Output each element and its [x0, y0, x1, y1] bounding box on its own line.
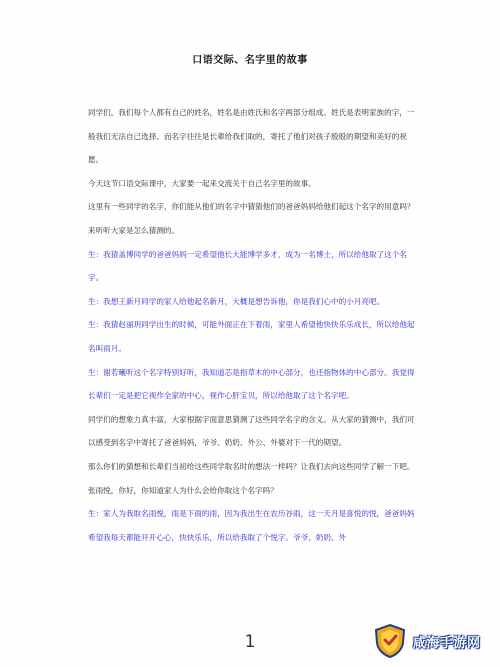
student-answer-paragraph: 生：我猜盖博同学的爸爸妈妈一定希望他长大能博学多才，成为一名博士，所以给他取了这个名字。 [88, 249, 407, 283]
paragraph: 同学们的想象力真丰富，大家根据字面意思猜测了这些同学名字的含义。从大家的猜测中，我们可以感受到名字中寄托了爸爸妈妈，爷爷、奶奶、外公、外婆对下一代的期望。 [88, 414, 415, 448]
paragraph: 张雨悦，你好，你知道家人为什么会给你取这个名字吗？ [88, 485, 278, 495]
student-answer-paragraph: 生：谢若曦听这个名字特别好听，我知道芯是指草木的中心部分，也还指物体的中心部分。我觉得长辈们一定是把它视作全家的中心，视作心肝宝贝，所以给他取了这个名字吧。 [88, 367, 415, 401]
document-body [88, 101, 418, 549]
watermark-text: 咸海手游网 [413, 635, 481, 651]
paragraph: 那么你们的猜想和长辈们当初给这些同学取名时的想法一样吗？让我们去向这些同学了解一下吧。 [88, 461, 415, 471]
page-number: 1 [244, 632, 256, 652]
site-watermark [372, 619, 494, 663]
student-answer-paragraph: 生：我想王新月同学的家人给他起名新月，大概是想告诉他，你是我们心中的小月亮吧。 [88, 296, 385, 306]
paragraph: 同学们，我们每个人都有自己的姓名，姓名是由姓氏和名字两部分组成。姓氏是表明家族的字，一般我们无法自己选择。而名字往往是长辈给我们取的，寄托了他们对孩子殷殷的期望和美好的祝愿。 [88, 108, 415, 165]
paragraph: 今天这节口语交际课中，大家要一起来交流关于自己名字里的故事。 [88, 178, 316, 188]
shield-logo-icon [372, 623, 408, 659]
paragraph: 这里有一些同学的名字，你们能从他们的名字中猜猜他们的爸爸妈妈给他们起这个名字的用意吗？来听听大家是怎么猜测的。 [88, 202, 415, 235]
document-title: 口语交际、名字里的故事 [192, 55, 308, 66]
student-answer-paragraph: 生：家人为我取名雨悦，雨是下雨的雨，因为我出生在农历谷雨，这一天月是喜悦的悦，爸爸妈妈希望我每天都能开开心心，快快乐乐，所以给我取了个悦字。爷爷、奶奶、外 [88, 509, 415, 542]
student-answer-paragraph: 生：我猜赵丽玥同学出生的时候，可能外面正在下着雨，家里人希望他快快乐乐成长，所以给他起名叫雨月。 [88, 320, 415, 353]
